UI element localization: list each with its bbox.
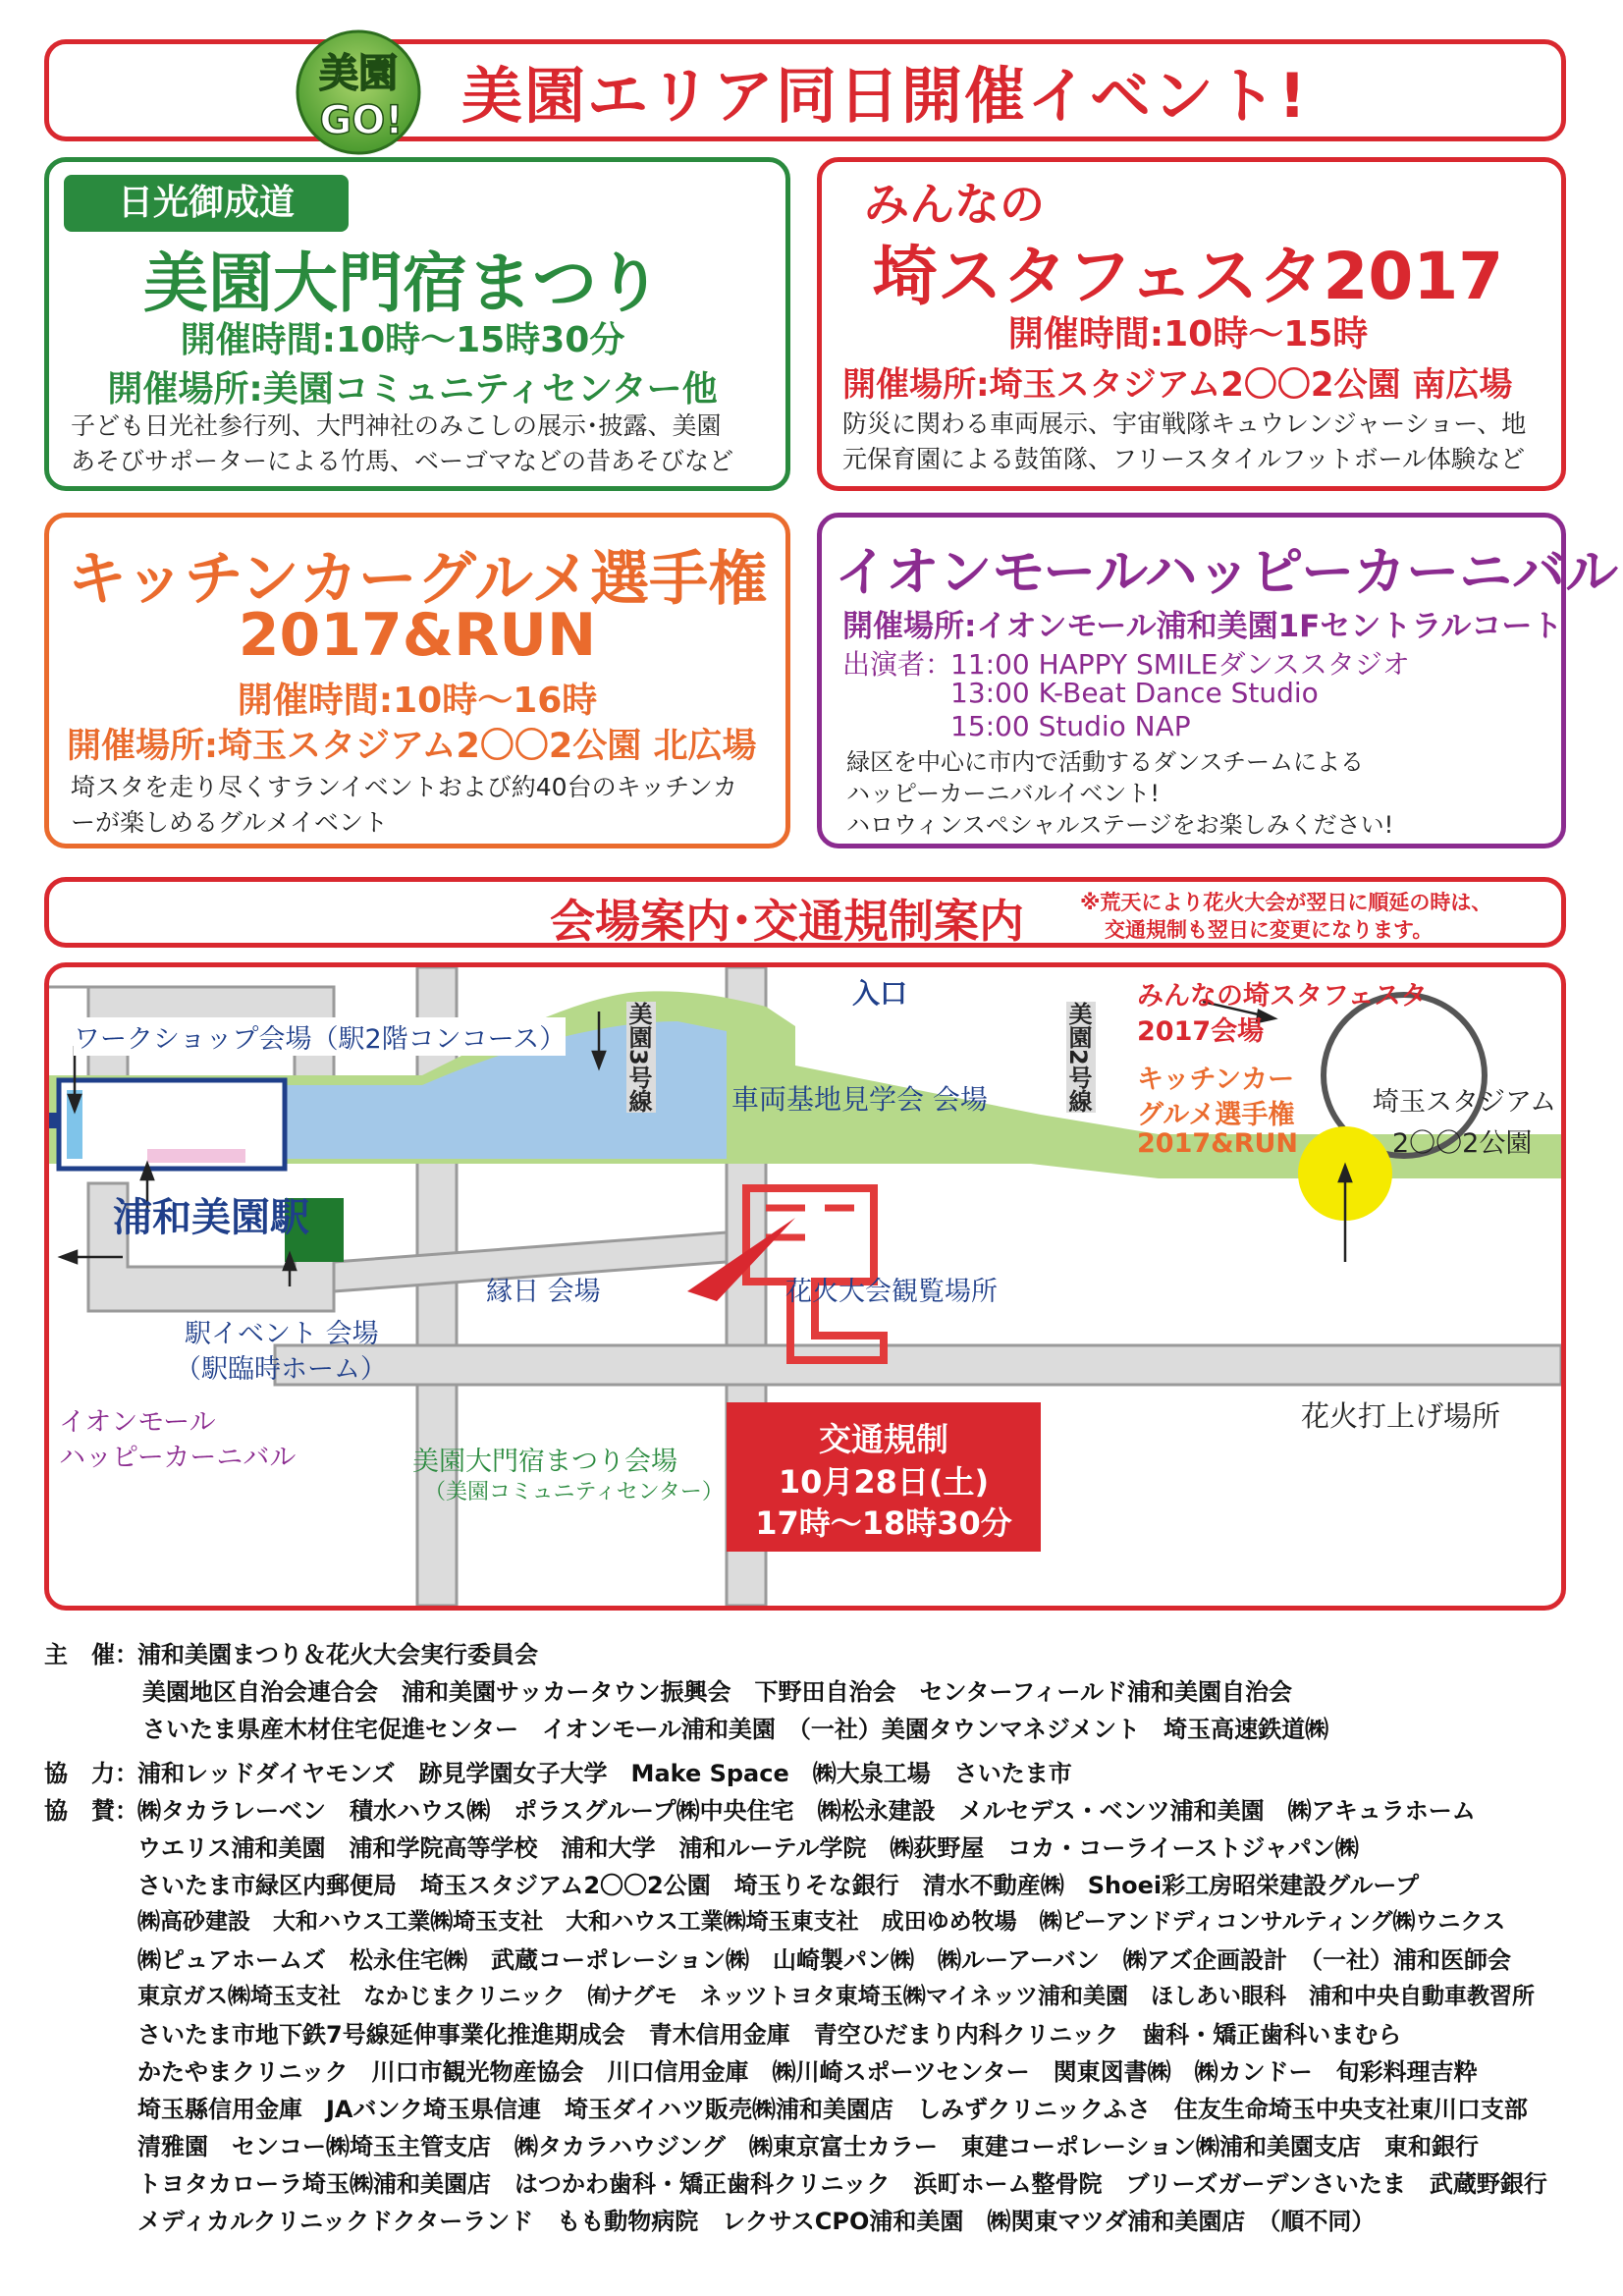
- traffic-date: 10月28日(土): [778, 1463, 990, 1501]
- oomon-tag: 日光御成道: [64, 175, 349, 232]
- map-oomon-label-2: （美園コミュニティセンター）: [424, 1480, 724, 1504]
- sponsor-line: かたやまクリニック 川口市観光物産協会 川口信用金庫 ㈱川崎スポーツセンター 関東図書㈱ ㈱カンドー 旬彩料理吉粋: [137, 2058, 1478, 2086]
- map-depot-label: 車両基地見学会 会場: [731, 1083, 988, 1116]
- aeon-place: 開催場所:イオンモール浦和美園1Fセントラルコート: [842, 609, 1563, 644]
- sponsor-line: ㈱高砂建設 大和ハウス工業㈱埼玉支社 大和ハウス工業㈱埼玉東支社 成田ゆめ牧場 ㈱ピーアンドディコンサルティング㈱ウニクス: [137, 1909, 1506, 1935]
- credit-sponsor-label: 協 賛：: [44, 1797, 138, 1825]
- sponsor-line: メディカルクリニックドクターランド もも動物病院 レクサスCPO浦和美園 ㈱関東マツダ浦和美園店 （順不同）: [137, 2208, 1376, 2235]
- kitchen-desc-2: ーが楽しめるグルメイベント: [71, 808, 389, 837]
- saisuta-desc-2: 元保育園による鼓笛隊、フリースタイルフットボール体験など: [842, 445, 1526, 473]
- map-route3-label: 美園3号線: [626, 1002, 656, 1113]
- kitchen-title-1: キッチンカーグルメ選手権: [67, 545, 768, 614]
- map-oomon-label-1: 美園大門宿まつり会場: [412, 1447, 677, 1477]
- logo-text-top: 美園: [319, 51, 398, 96]
- credit-host-label: 主 催：: [44, 1641, 138, 1668]
- map-stadium-label-2: 2〇〇2公園: [1392, 1128, 1533, 1159]
- section-title: 会場案内･交通規制案内: [550, 895, 1024, 948]
- sponsor-line: ㈱ピュアホームズ 松永住宅㈱ 武蔵コーポレーション㈱ 山崎製パン㈱ ㈱ルーアーバン ㈱アズ企画設計 （一社）浦和医師会: [137, 1946, 1511, 1974]
- map-saisuta-label-2: 2017会場: [1137, 1016, 1265, 1047]
- saisuta-title-1: みんなの: [864, 178, 1045, 231]
- sponsor-line: ㈱タカラレーベン 積水ハウス㈱ ポラスグループ㈱中央住宅 ㈱松永建設 メルセデス・ベンツ浦和美園 ㈱アキュラホーム: [137, 1797, 1476, 1825]
- kitchen-time: 開催時間:10時〜16時: [237, 681, 598, 721]
- credit-coop: 浦和レッドダイヤモンズ 跡見学園女子大学 Make Space ㈱大泉工場 さいたま市: [137, 1760, 1072, 1787]
- saisuta-time: 開催時間:10時〜15時: [1007, 314, 1369, 355]
- kitchen-place: 開催場所:埼玉スタジアム2〇〇2公園 北広場: [67, 727, 757, 766]
- credit-host: 浦和美園まつり＆花火大会実行委員会: [137, 1641, 538, 1668]
- map-station-label: 浦和美園駅: [113, 1195, 309, 1240]
- station-event-marker: [147, 1149, 245, 1163]
- map-route2-label: 美園2号線: [1066, 1002, 1096, 1113]
- map-aeon-label-2: ハッピーカーニバル: [59, 1443, 297, 1473]
- map-ennichi-label: 縁日 会場: [486, 1277, 601, 1307]
- logo-text-bottom: GO!: [319, 98, 404, 143]
- aeon-performer-1: 11:00 HAPPY SMILEダンススタジオ: [950, 648, 1410, 681]
- aeon-title: イオンモールハッピーカーニバル: [835, 541, 1619, 603]
- map-saisuta-label-1: みんなの埼スタフェスタ: [1137, 981, 1428, 1011]
- oomon-time: 開催時間:10時〜15時30分: [180, 320, 625, 360]
- map-kitchen-label-3: 2017&RUN: [1137, 1128, 1299, 1159]
- kitchen-title-2: 2017&RUN: [238, 601, 597, 670]
- traffic-title: 交通規制: [819, 1420, 948, 1458]
- map-stadium-label-1: 埼玉スタジアム: [1373, 1087, 1557, 1118]
- saisuta-place: 開催場所:埼玉スタジアム2〇〇2公園 南広場: [842, 365, 1513, 405]
- map-station-event-label-1: 駅イベント 会場: [185, 1319, 379, 1349]
- section-note-1: ※荒天により花火大会が翌日に順延の時は、: [1080, 891, 1492, 914]
- map-kitchen-label-2: グルメ選手権: [1137, 1100, 1295, 1130]
- aeon-performer-label: 出演者：: [842, 648, 953, 681]
- credit-coop-label: 協 力：: [44, 1760, 138, 1787]
- saisuta-title-2: 埼スタフェスタ2017: [872, 239, 1504, 314]
- bien-go-logo: [275, 27, 442, 157]
- sponsor-line: トヨタカローラ埼玉㈱浦和美園店 はつかわ歯科・矯正歯科クリニック 浜町ホーム整骨院 ブリーズガーデンさいたま 武蔵野銀行: [137, 2170, 1547, 2198]
- road-bottom: [275, 1345, 1561, 1385]
- credit-host-2: 美園地区自治会連合会 浦和美園サッカータウン振興会 下野田自治会 センターフィールド浦和美園自治会: [142, 1678, 1292, 1706]
- kitchen-desc-1: 埼スタを走り尽くすランイベントおよび約40台のキッチンカ: [71, 773, 737, 801]
- aeon-performer-2: 13:00 K-Beat Dance Studio: [950, 677, 1319, 709]
- map-kitchen-label-1: キッチンカー: [1137, 1065, 1295, 1095]
- aeon-performer-3: 15:00 Studio NAP: [950, 710, 1191, 742]
- oomon-desc-1: 子ども日光社参行列、大門神社のみこしの展示･披露、美園: [71, 411, 722, 440]
- section-note-2: 交通規制も翌日に変更になります。: [1105, 918, 1434, 942]
- aeon-desc-1: 緑区を中心に市内で活動するダンスチームによる: [846, 748, 1365, 776]
- sponsor-line: ウエリス浦和美園 浦和学院高等学校 浦和大学 浦和ルーテル学院 ㈱荻野屋 コカ・コーライーストジャパン㈱: [137, 1834, 1359, 1862]
- arrow-aeon-head: [61, 1251, 77, 1263]
- map-workshop-label: ワークショップ会場（駅2階コンコース）: [74, 1017, 566, 1056]
- saisuta-desc-1: 防災に関わる車両展示、宇宙戦隊キュウレンジャーショー、地: [842, 410, 1527, 438]
- sponsor-line: 埼玉縣信用金庫 JAバンク埼玉県信連 埼玉ダイハツ販売㈱浦和美園店 しみずクリニックふさ 住友生命埼玉中央支社東川口支部: [137, 2096, 1528, 2123]
- traffic-time: 17時〜18時30分: [755, 1504, 1012, 1542]
- map-aeon-label-1: イオンモール: [59, 1407, 216, 1438]
- credit-host-3: さいたま県産木材住宅促進センター イオンモール浦和美園 （一社）美園タウンマネジメント 埼玉高速鉄道㈱: [142, 1716, 1329, 1743]
- page-title: 美園エリア同日開催イベント!: [461, 60, 1309, 132]
- map-viewing-label: 花火大会観覧場所: [785, 1277, 998, 1307]
- sponsor-line: 東京ガス㈱埼玉支社 なかじまクリニック ㈲ナグモ ネッツトヨタ東埼玉㈱マイネッツ浦和美園 ほしあい眼科 浦和中央自動車教習所: [137, 1984, 1536, 2009]
- aeon-desc-3: ハロウィンスペシャルステージをお楽しみください!: [846, 811, 1394, 839]
- aeon-desc-2: ハッピーカーニバルイベント!: [846, 780, 1160, 807]
- oomon-desc-2: あそびサポーターによる竹馬、ベーゴマなどの昔あそびなど: [71, 447, 734, 475]
- station-edge: [49, 1113, 59, 1128]
- sponsor-line: さいたま市地下鉄7号線延伸事業化推進期成会 青木信用金庫 青空ひだまり内科クリニック 歯科・矯正歯科いまむら: [137, 2021, 1402, 2049]
- sponsor-line: 清雅園 センコー㈱埼玉主管支店 ㈱タカラハウジング ㈱東京富士カラー 東建コーポレーション㈱浦和美園支店 東和銀行: [137, 2133, 1479, 2160]
- map-station-event-label-2: （駅臨時ホーム）: [175, 1354, 387, 1385]
- map-fireworks-label: 花火打上げ場所: [1301, 1399, 1501, 1433]
- oomon-place: 開催場所:美園コミュニティセンター他: [107, 369, 718, 410]
- oomon-title: 美園大門宿まつり: [143, 246, 662, 321]
- map-entrance-label: 入口: [852, 977, 908, 1010]
- sponsor-line: さいたま市緑区内郵便局 埼玉スタジアム2〇〇2公園 埼玉りそな銀行 清水不動産㈱ Shoei彩工房昭栄建設グループ: [137, 1872, 1420, 1899]
